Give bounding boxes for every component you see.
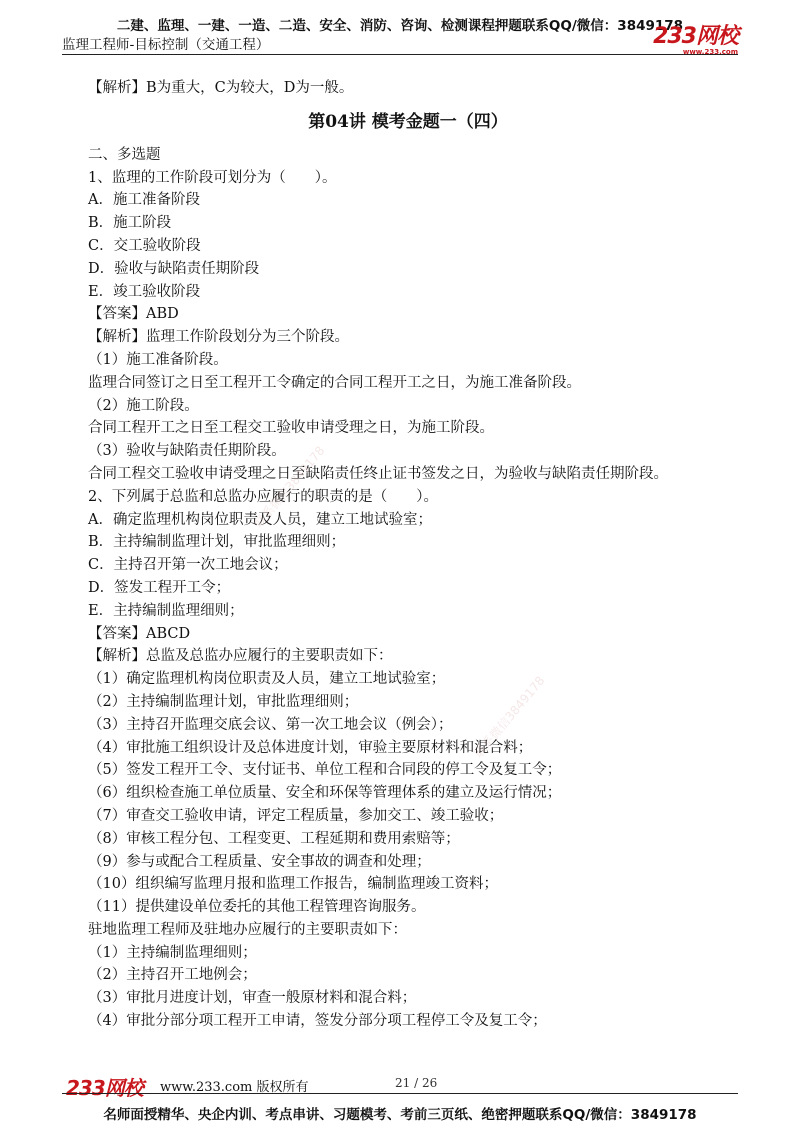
text-line: （9）参与或配合工程质量、安全事故的调查和处理； — [88, 853, 431, 870]
text-line: C．主持召开第一次工地会议； — [88, 557, 288, 574]
text-line: 合同工程交工验收申请受理之日至缺陷责任终止证书签发之日，为验收与缺陷责任期阶段。 — [88, 465, 668, 482]
brand-logo-text: 233网校 — [653, 24, 738, 49]
text-line: 二、多选题 — [88, 146, 161, 163]
text-line: （2）主持编制监理计划，审批监理细则； — [88, 693, 359, 710]
text-line: （3）主持召开监理交底会议、第一次工地会议（例会）； — [88, 716, 453, 733]
text-line: （3）审批月进度计划，审查一般原材料和混合料； — [88, 990, 417, 1007]
text-line: （10）组织编写监理月报和监理工作报告，编制监理竣工资料； — [88, 876, 498, 893]
header-divider — [62, 54, 738, 55]
text-line: 【答案】ABCD — [88, 625, 191, 642]
text-line: 驻地监理工程师及驻地办应履行的主要职责如下： — [88, 921, 407, 938]
text-line: （1）确定监理机构岗位职责及人员，建立工地试验室； — [88, 671, 446, 688]
text-line: A．施工准备阶段 — [88, 192, 200, 209]
section-title: 第04讲 模考金题一（四） — [308, 111, 508, 132]
text-line: （2）主持召开工地例会； — [88, 967, 257, 984]
text-line: 合同工程开工之日至工程交工验收申请受理之日，为施工阶段。 — [88, 420, 494, 437]
watermark: 联系微信3849178 — [251, 443, 328, 531]
text-line: （1）主持编制监理细则； — [88, 944, 257, 961]
text-line: E．主持编制监理细则； — [88, 602, 244, 619]
text-line: （3）验收与缺陷责任期阶段。 — [88, 443, 286, 460]
brand-logo-url: www.233.com — [682, 48, 738, 56]
watermark: 联系微信3849178 — [471, 673, 548, 761]
text-line: （5）签发工程开工令、支付证书、单位工程和合同段的停工令及复工令； — [88, 762, 562, 779]
text-line: 【解析】总监及总监办应履行的主要职责如下： — [88, 648, 393, 665]
text-line: （2）施工阶段。 — [88, 397, 199, 414]
header-subtitle: 监理工程师-目标控制（交通工程） — [62, 37, 270, 53]
text-line: D．签发工程开工令； — [88, 579, 231, 596]
text-line: B．施工阶段 — [88, 215, 172, 232]
text-line: （4）审批施工组织设计及总体进度计划，审验主要原材料和混合料； — [88, 739, 533, 756]
text-line: E．竣工验收阶段 — [88, 283, 201, 300]
text-line: D．验收与缺陷责任期阶段 — [88, 260, 260, 277]
text-line: （4）审批分部分项工程开工申请，签发分部分项工程停工令及复工令； — [88, 1013, 547, 1030]
text-line: 【解析】监理工作阶段划分为三个阶段。 — [88, 329, 349, 346]
text-line: B．主持编制监理计划，审批监理细则； — [88, 534, 346, 551]
text-line: 1、监理的工作阶段可划分为（ ）。 — [88, 169, 337, 186]
header-top-text: 二建、监理、一建、一造、二造、安全、消防、咨询、检测课程押题联系QQ/微信：3849178 — [116, 18, 684, 34]
text-line: （6）组织检查施工单位质量、安全和环保等管理体系的建立及运行情况； — [88, 785, 562, 802]
text-line: 2、下列属于总监和总监办应履行的职责的是（ ）。 — [88, 488, 438, 505]
text-line: （11）提供建设单位委托的其他工程管理咨询服务。 — [88, 899, 426, 916]
page-number: 21 / 26 — [395, 1076, 438, 1090]
brand-logo-top — [653, 26, 738, 56]
footer-site: www.233.com 版权所有 — [160, 1080, 309, 1095]
text-line: （7）审查交工验收申请，评定工程质量，参加交工、竣工验收； — [88, 807, 504, 824]
text-line: C．交工验收阶段 — [88, 237, 201, 254]
text-line: （1）施工准备阶段。 — [88, 351, 228, 368]
text-line: 【答案】ABD — [88, 306, 179, 323]
text-line: 监理合同签订之日至工程开工令确定的合同工程开工之日，为施工准备阶段。 — [88, 374, 581, 391]
footer-bottom-text: 名师面授精华、央企内训、考点串讲、习题模考、考前三页纸、绝密押题联系QQ/微信：3849178 — [103, 1107, 697, 1123]
text-line: A．确定监理机构岗位职责及人员，建立工地试验室； — [88, 511, 432, 528]
document-body — [88, 77, 728, 1033]
text-line: 【解析】B为重大，C为较大，D为一般。 — [88, 80, 354, 96]
text-line: （8）审核工程分包、工程变更、工程延期和费用索赔等； — [88, 830, 460, 847]
footer-divider — [62, 1093, 738, 1094]
brand-logo-bottom: 233网校 — [66, 1076, 143, 1100]
